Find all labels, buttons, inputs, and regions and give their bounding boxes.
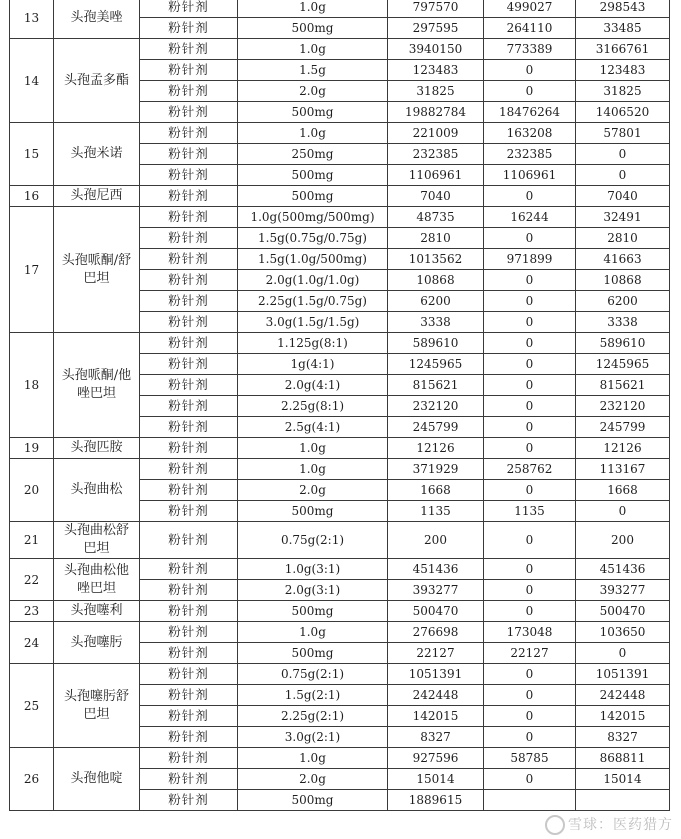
value-b: 1406520 [576, 102, 670, 123]
value-a: 0 [484, 60, 576, 81]
dosage-form: 粉针剂 [140, 522, 238, 559]
table-row [10, 123, 670, 144]
value-total: 3338 [388, 312, 484, 333]
drug-data-table [9, 0, 670, 811]
value-a: 1135 [484, 501, 576, 522]
specification: 1.5g(0.75g/0.75g) [238, 228, 388, 249]
specification: 1.0g [238, 39, 388, 60]
specification: 2.25g(1.5g/0.75g) [238, 291, 388, 312]
dosage-form: 粉针剂 [140, 123, 238, 144]
value-total: 142015 [388, 706, 484, 727]
dosage-form: 粉针剂 [140, 186, 238, 207]
table-row [10, 664, 670, 685]
dosage-form: 粉针剂 [140, 480, 238, 501]
table-row [10, 39, 670, 60]
specification: 1.0g [238, 622, 388, 643]
table-row [10, 0, 670, 18]
specification: 500mg [238, 601, 388, 622]
value-total: 123483 [388, 60, 484, 81]
drug-name: 头孢噻利 [54, 601, 140, 622]
value-a: 0 [484, 228, 576, 249]
value-total: 297595 [388, 18, 484, 39]
value-a: 0 [484, 769, 576, 790]
table-row [10, 601, 670, 622]
value-a: 1106961 [484, 165, 576, 186]
table-row [10, 622, 670, 643]
table-body [10, 0, 670, 811]
value-total: 19882784 [388, 102, 484, 123]
specification: 2.0g [238, 769, 388, 790]
dosage-form: 粉针剂 [140, 396, 238, 417]
value-total: 10868 [388, 270, 484, 291]
value-b: 123483 [576, 60, 670, 81]
row-number: 17 [10, 207, 54, 333]
value-b: 451436 [576, 559, 670, 580]
specification: 500mg [238, 18, 388, 39]
specification: 3.0g(2:1) [238, 727, 388, 748]
value-a: 0 [484, 81, 576, 102]
value-a: 264110 [484, 18, 576, 39]
value-b: 8327 [576, 727, 670, 748]
row-number: 26 [10, 748, 54, 811]
value-total: 48735 [388, 207, 484, 228]
value-total: 1135 [388, 501, 484, 522]
specification: 0.75g(2:1) [238, 664, 388, 685]
specification: 3.0g(1.5g/1.5g) [238, 312, 388, 333]
value-a: 773389 [484, 39, 576, 60]
specification: 1.5g [238, 60, 388, 81]
value-b: 1668 [576, 480, 670, 501]
value-a: 0 [484, 664, 576, 685]
value-a: 0 [484, 291, 576, 312]
value-a: 0 [484, 396, 576, 417]
value-a: 0 [484, 312, 576, 333]
dosage-form: 粉针剂 [140, 601, 238, 622]
value-a: 58785 [484, 748, 576, 769]
value-a: 0 [484, 522, 576, 559]
row-number: 18 [10, 333, 54, 438]
value-b: 3338 [576, 312, 670, 333]
value-a: 173048 [484, 622, 576, 643]
value-a: 0 [484, 438, 576, 459]
dosage-form: 粉针剂 [140, 580, 238, 601]
dosage-form: 粉针剂 [140, 643, 238, 664]
specification: 2.0g [238, 81, 388, 102]
dosage-form: 粉针剂 [140, 354, 238, 375]
value-total: 1051391 [388, 664, 484, 685]
value-b: 815621 [576, 375, 670, 396]
value-b: 10868 [576, 270, 670, 291]
row-number: 16 [10, 186, 54, 207]
dosage-form: 粉针剂 [140, 60, 238, 81]
value-b: 0 [576, 643, 670, 664]
specification: 1.0g(500mg/500mg) [238, 207, 388, 228]
value-b: 33485 [576, 18, 670, 39]
dosage-form: 粉针剂 [140, 333, 238, 354]
specification: 250mg [238, 144, 388, 165]
row-number: 15 [10, 123, 54, 186]
value-b: 298543 [576, 0, 670, 18]
value-a: 0 [484, 417, 576, 438]
value-b: 232120 [576, 396, 670, 417]
value-total: 8327 [388, 727, 484, 748]
row-number: 24 [10, 622, 54, 664]
value-a: 0 [484, 580, 576, 601]
dosage-form: 粉针剂 [140, 622, 238, 643]
value-b: 7040 [576, 186, 670, 207]
specification: 500mg [238, 790, 388, 811]
value-total: 232385 [388, 144, 484, 165]
value-total: 451436 [388, 559, 484, 580]
dosage-form: 粉针剂 [140, 790, 238, 811]
table-row [10, 522, 670, 559]
dosage-form: 粉针剂 [140, 18, 238, 39]
value-b: 15014 [576, 769, 670, 790]
value-b: 0 [576, 165, 670, 186]
drug-name: 头孢噻肟 [54, 622, 140, 664]
table-row [10, 207, 670, 228]
row-number: 23 [10, 601, 54, 622]
row-number: 19 [10, 438, 54, 459]
row-number: 25 [10, 664, 54, 748]
specification: 1.0g [238, 123, 388, 144]
dosage-form: 粉针剂 [140, 501, 238, 522]
specification: 1.0g [238, 0, 388, 18]
value-b: 500470 [576, 601, 670, 622]
value-b: 103650 [576, 622, 670, 643]
table-row [10, 333, 670, 354]
value-b: 32491 [576, 207, 670, 228]
row-number: 13 [10, 0, 54, 39]
drug-name: 头孢米诺 [54, 123, 140, 186]
value-a: 258762 [484, 459, 576, 480]
value-a: 0 [484, 270, 576, 291]
value-b: 200 [576, 522, 670, 559]
table-row [10, 438, 670, 459]
value-a: 0 [484, 375, 576, 396]
value-total: 393277 [388, 580, 484, 601]
watermark-text: 雪球：医药猎方 [568, 817, 673, 833]
drug-name: 头孢哌酮/舒巴坦 [54, 207, 140, 333]
value-total: 3940150 [388, 39, 484, 60]
value-total: 245799 [388, 417, 484, 438]
specification: 1.0g [238, 438, 388, 459]
value-a: 499027 [484, 0, 576, 18]
specification: 1.125g(8:1) [238, 333, 388, 354]
watermark [545, 814, 673, 835]
value-total: 15014 [388, 769, 484, 790]
dosage-form: 粉针剂 [140, 559, 238, 580]
drug-name: 头孢他啶 [54, 748, 140, 811]
value-total: 589610 [388, 333, 484, 354]
value-a: 0 [484, 186, 576, 207]
specification: 1.0g [238, 748, 388, 769]
dosage-form: 粉针剂 [140, 228, 238, 249]
value-a: 232385 [484, 144, 576, 165]
dosage-form: 粉针剂 [140, 39, 238, 60]
drug-name: 头孢曲松他唑巴坦 [54, 559, 140, 601]
dosage-form: 粉针剂 [140, 81, 238, 102]
value-b: 3166761 [576, 39, 670, 60]
row-number: 22 [10, 559, 54, 601]
dosage-form: 粉针剂 [140, 291, 238, 312]
value-total: 1245965 [388, 354, 484, 375]
drug-name: 头孢噻肟舒巴坦 [54, 664, 140, 748]
dosage-form: 粉针剂 [140, 165, 238, 186]
drug-name: 头孢孟多酯 [54, 39, 140, 123]
value-a: 0 [484, 727, 576, 748]
dosage-form: 粉针剂 [140, 249, 238, 270]
value-b: 6200 [576, 291, 670, 312]
value-total: 2810 [388, 228, 484, 249]
value-b: 868811 [576, 748, 670, 769]
dosage-form: 粉针剂 [140, 207, 238, 228]
value-b: 113167 [576, 459, 670, 480]
specification: 500mg [238, 643, 388, 664]
specification: 1.5g(1.0g/500mg) [238, 249, 388, 270]
value-total: 1106961 [388, 165, 484, 186]
value-b: 245799 [576, 417, 670, 438]
dosage-form: 粉针剂 [140, 102, 238, 123]
value-b: 2810 [576, 228, 670, 249]
value-a: 163208 [484, 123, 576, 144]
snowball-logo-icon [545, 815, 565, 835]
value-a: 0 [484, 601, 576, 622]
table-row [10, 459, 670, 480]
dosage-form: 粉针剂 [140, 685, 238, 706]
value-total: 242448 [388, 685, 484, 706]
specification: 1.0g(3:1) [238, 559, 388, 580]
value-b [576, 790, 670, 811]
value-b: 0 [576, 144, 670, 165]
value-a: 22127 [484, 643, 576, 664]
value-a: 0 [484, 354, 576, 375]
value-total: 371929 [388, 459, 484, 480]
dosage-form: 粉针剂 [140, 748, 238, 769]
value-a: 0 [484, 333, 576, 354]
value-total: 232120 [388, 396, 484, 417]
table-row [10, 559, 670, 580]
specification: 1g(4:1) [238, 354, 388, 375]
specification: 2.0g(4:1) [238, 375, 388, 396]
value-b: 1245965 [576, 354, 670, 375]
value-a: 18476264 [484, 102, 576, 123]
value-b: 12126 [576, 438, 670, 459]
specification: 0.75g(2:1) [238, 522, 388, 559]
specification: 500mg [238, 501, 388, 522]
value-total: 815621 [388, 375, 484, 396]
value-b: 0 [576, 501, 670, 522]
table-row [10, 748, 670, 769]
value-a: 0 [484, 559, 576, 580]
value-total: 927596 [388, 748, 484, 769]
value-a: 971899 [484, 249, 576, 270]
drug-name: 头孢哌酮/他唑巴坦 [54, 333, 140, 438]
value-total: 12126 [388, 438, 484, 459]
dosage-form: 粉针剂 [140, 706, 238, 727]
value-a: 0 [484, 685, 576, 706]
value-a: 16244 [484, 207, 576, 228]
value-b: 31825 [576, 81, 670, 102]
value-a: 0 [484, 480, 576, 501]
specification: 500mg [238, 186, 388, 207]
specification: 2.0g [238, 480, 388, 501]
value-total: 1668 [388, 480, 484, 501]
value-b: 589610 [576, 333, 670, 354]
dosage-form: 粉针剂 [140, 664, 238, 685]
value-total: 22127 [388, 643, 484, 664]
value-total: 200 [388, 522, 484, 559]
dosage-form: 粉针剂 [140, 459, 238, 480]
value-a [484, 790, 576, 811]
dosage-form: 粉针剂 [140, 375, 238, 396]
value-total: 221009 [388, 123, 484, 144]
value-b: 57801 [576, 123, 670, 144]
dosage-form: 粉针剂 [140, 270, 238, 291]
specification: 2.25g(8:1) [238, 396, 388, 417]
dosage-form: 粉针剂 [140, 144, 238, 165]
row-number: 20 [10, 459, 54, 522]
specification: 1.0g [238, 459, 388, 480]
drug-name: 头孢匹胺 [54, 438, 140, 459]
value-total: 31825 [388, 81, 484, 102]
specification: 2.0g(1.0g/1.0g) [238, 270, 388, 291]
value-b: 1051391 [576, 664, 670, 685]
value-total: 1889615 [388, 790, 484, 811]
value-total: 276698 [388, 622, 484, 643]
table-row [10, 186, 670, 207]
value-b: 41663 [576, 249, 670, 270]
value-b: 142015 [576, 706, 670, 727]
value-total: 797570 [388, 0, 484, 18]
specification: 500mg [238, 102, 388, 123]
value-a: 0 [484, 706, 576, 727]
dosage-form: 粉针剂 [140, 0, 238, 18]
dosage-form: 粉针剂 [140, 727, 238, 748]
row-number: 21 [10, 522, 54, 559]
value-total: 7040 [388, 186, 484, 207]
drug-name: 头孢曲松舒巴坦 [54, 522, 140, 559]
value-b: 393277 [576, 580, 670, 601]
dosage-form: 粉针剂 [140, 417, 238, 438]
specification: 1.5g(2:1) [238, 685, 388, 706]
value-total: 500470 [388, 601, 484, 622]
specification: 500mg [238, 165, 388, 186]
drug-name: 头孢美唑 [54, 0, 140, 39]
drug-name: 头孢曲松 [54, 459, 140, 522]
value-total: 1013562 [388, 249, 484, 270]
row-number: 14 [10, 39, 54, 123]
value-b: 242448 [576, 685, 670, 706]
dosage-form: 粉针剂 [140, 438, 238, 459]
specification: 2.0g(3:1) [238, 580, 388, 601]
drug-name: 头孢尼西 [54, 186, 140, 207]
specification: 2.25g(2:1) [238, 706, 388, 727]
dosage-form: 粉针剂 [140, 312, 238, 333]
specification: 2.5g(4:1) [238, 417, 388, 438]
value-total: 6200 [388, 291, 484, 312]
dosage-form: 粉针剂 [140, 769, 238, 790]
